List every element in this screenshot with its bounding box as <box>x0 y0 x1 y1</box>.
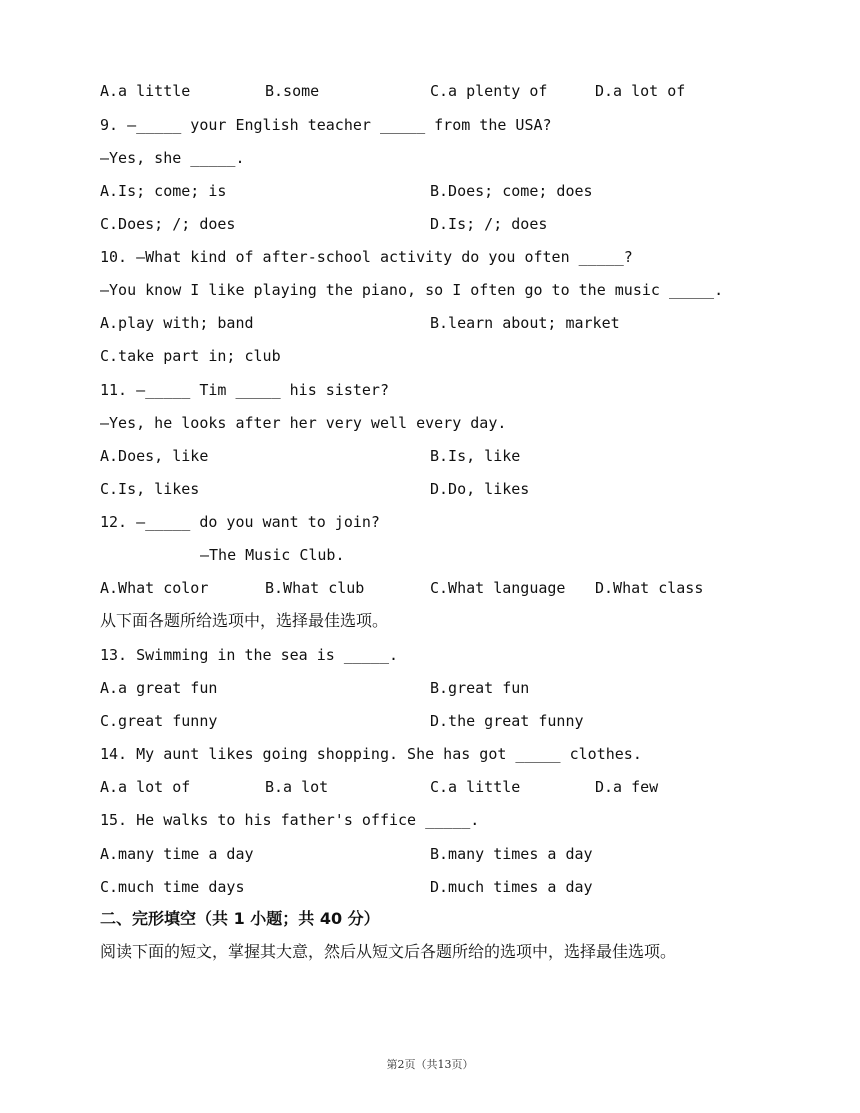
q14-stem: 14. My aunt likes going shopping. She has got _____ clothes. <box>100 745 642 763</box>
section-instruction: 阅读下面的短文，掌握其大意，然后从短文后各题所给的选项中，选择最佳选项。 <box>100 942 677 961</box>
q15-option-d: D.much times a day <box>430 878 593 896</box>
q10-option-a: A.play with; band <box>100 314 254 332</box>
q12-option-c: C.What language <box>430 579 566 597</box>
q13-option-d: D.the great funny <box>430 712 584 730</box>
q15-option-a: A.many time a day <box>100 845 254 863</box>
q13-option-c: C.great funny <box>100 712 218 730</box>
q11-option-c: C.Is, likes <box>100 480 200 498</box>
q15-option-b: B.many times a day <box>430 845 593 863</box>
q10-reply: —You know I like playing the piano, so I often go to the music _____. <box>100 281 724 299</box>
q8-option-b: B.some <box>265 82 320 100</box>
q9-option-d: D.Is; /; does <box>430 215 548 233</box>
q10-option-c: C.take part in; club <box>100 347 281 365</box>
q11-stem: 11. —_____ Tim _____ his sister? <box>100 381 389 399</box>
q12-stem: 12. —_____ do you want to join? <box>100 513 380 531</box>
q8-option-a: A.a little <box>100 82 191 100</box>
q10-stem: 10. —What kind of after-school activity do you often _____? <box>100 248 633 266</box>
q12-reply: —The Music Club. <box>200 546 345 564</box>
q11-option-d: D.Do, likes <box>430 480 530 498</box>
q11-option-b: B.Is, like <box>430 447 521 465</box>
q10-option-b: B.learn about; market <box>430 314 620 332</box>
q9-stem: 9. —_____ your English teacher _____ from the USA? <box>100 116 552 134</box>
q12-option-a: A.What color <box>100 579 209 597</box>
q11-option-a: A.Does, like <box>100 447 209 465</box>
q9-reply: —Yes, she _____. <box>100 149 245 167</box>
page-number-footer: 第2页（共13页） <box>386 1058 474 1071</box>
q14-option-d: D.a few <box>595 778 659 796</box>
q15-option-c: C.much time days <box>100 878 245 896</box>
q12-option-d: D.What class <box>595 579 704 597</box>
q8-option-d: D.a lot of <box>595 82 686 100</box>
q15-stem: 15. He walks to his father's office _____. <box>100 811 480 829</box>
q9-option-b: B.Does; come; does <box>430 182 593 200</box>
q8-option-c: C.a plenty of <box>430 82 548 100</box>
q9-option-a: A.Is; come; is <box>100 182 227 200</box>
q12-option-b: B.What club <box>265 579 365 597</box>
q14-option-c: C.a little <box>430 778 521 796</box>
q11-reply: —Yes, he looks after her very well every day. <box>100 414 507 432</box>
instruction-text: 从下面各题所给选项中，选择最佳选项。 <box>100 611 389 630</box>
q9-option-c: C.Does; /; does <box>100 215 236 233</box>
q14-option-a: A.a lot of <box>100 778 191 796</box>
q14-option-b: B.a lot <box>265 778 329 796</box>
section-heading: 二、完形填空（共 1 小题；共 40 分） <box>100 909 380 928</box>
q13-option-a: A.a great fun <box>100 679 218 697</box>
q13-option-b: B.great fun <box>430 679 530 697</box>
q13-stem: 13. Swimming in the sea is _____. <box>100 646 399 664</box>
